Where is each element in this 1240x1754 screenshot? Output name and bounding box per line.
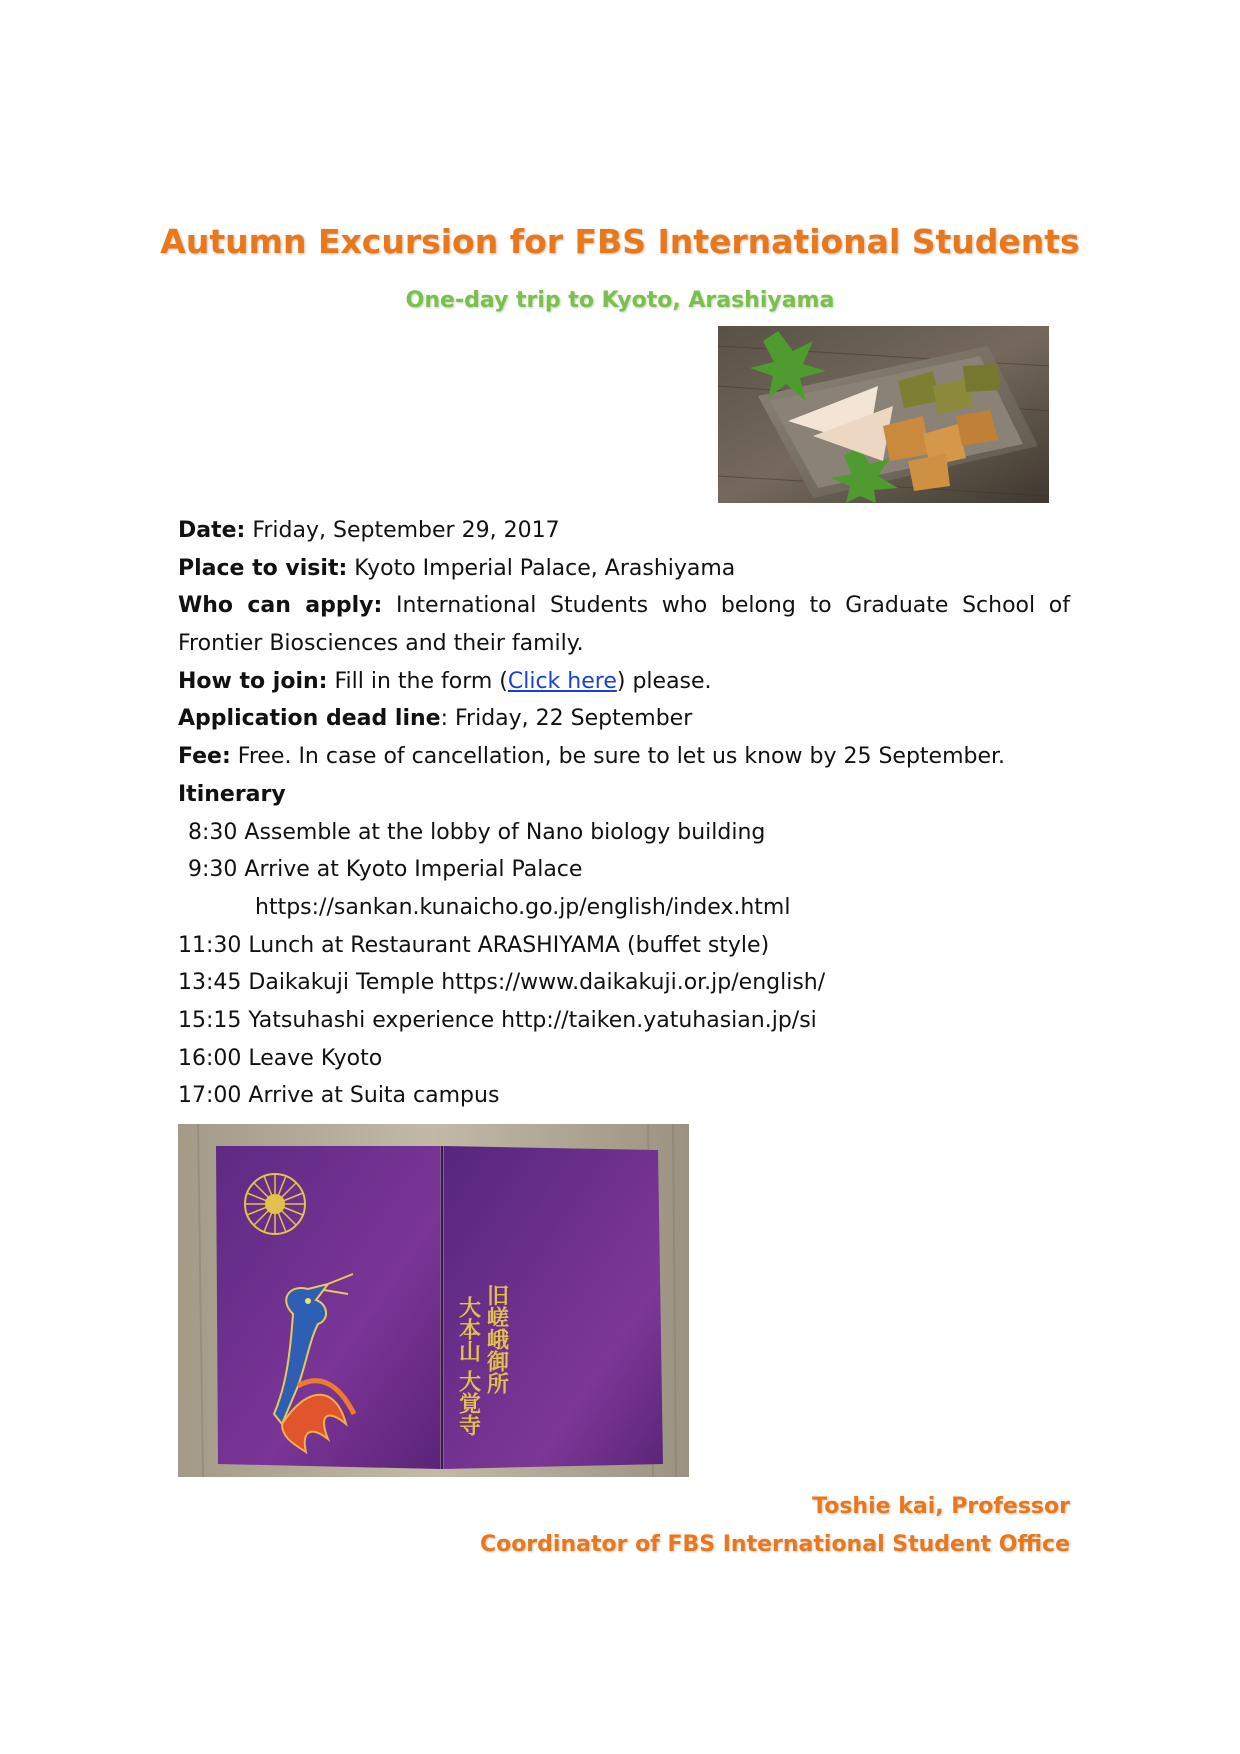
goshuin-book-photo bbox=[178, 1124, 689, 1477]
fee-label: Fee: bbox=[178, 744, 231, 770]
itinerary-item: 17:00 Arrive at Suita campus bbox=[178, 1083, 500, 1109]
itinerary-heading: Itinerary bbox=[178, 781, 286, 807]
itinerary-item: 8:30 Assemble at the lobby of Nano biology building bbox=[188, 819, 766, 845]
deadline-label: Application dead line bbox=[178, 706, 441, 732]
how-value-after: ) please. bbox=[616, 668, 712, 694]
deadline-row bbox=[178, 700, 1070, 738]
svg-text:大本山: 大本山 bbox=[455, 1296, 481, 1362]
svg-text:大覚寺: 大覚寺 bbox=[455, 1370, 481, 1436]
who-row-continued: Frontier Biosciences and their family. bbox=[178, 631, 584, 657]
itinerary-item: 15:15 Yatsuhashi experience http://taiken.yatuhasian.jp/si bbox=[178, 1007, 817, 1033]
itinerary-item: 13:45 Daikakuji Temple https://www.daikakuji.or.jp/english/ bbox=[178, 970, 826, 996]
deadline-value: : Friday, 22 September bbox=[440, 706, 693, 732]
svg-text:旧嵯峨御所: 旧嵯峨御所 bbox=[483, 1284, 509, 1394]
page-title: Autumn Excursion for FBS International Students bbox=[160, 222, 1080, 261]
who-row bbox=[178, 587, 1070, 625]
fee-row bbox=[178, 738, 1070, 776]
itinerary-url: https://sankan.kunaicho.go.jp/english/index.html bbox=[255, 894, 791, 920]
place-row bbox=[178, 550, 1070, 588]
place-label: Place to visit: bbox=[178, 555, 348, 581]
who-label: Who can apply: bbox=[178, 593, 383, 619]
place-value: Kyoto Imperial Palace, Arashiyama bbox=[347, 555, 736, 581]
how-value-before: Fill in the form ( bbox=[327, 668, 508, 694]
page-subtitle: One-day trip to Kyoto, Arashiyama bbox=[405, 288, 835, 313]
yatsuhashi-sweets-photo bbox=[718, 326, 1049, 503]
date-row bbox=[178, 512, 1070, 550]
form-link[interactable]: Click here bbox=[507, 668, 617, 694]
how-label: How to join: bbox=[178, 668, 328, 694]
date-value: Friday, September 29, 2017 bbox=[245, 518, 560, 543]
who-value: International Students who belong to Graduate School of bbox=[382, 593, 1070, 619]
itinerary-item: 9:30 Arrive at Kyoto Imperial Palace bbox=[188, 857, 583, 883]
event-details bbox=[178, 512, 1070, 1115]
itinerary-item: 16:00 Leave Kyoto bbox=[178, 1045, 383, 1071]
date-label: Date: bbox=[178, 518, 246, 543]
signature-name: Toshie kai, Professor bbox=[812, 1494, 1070, 1519]
fee-value: Free. In case of cancellation, be sure to let us know by 25 September. bbox=[230, 744, 1006, 770]
calligraphy-column-outer bbox=[484, 1284, 509, 1395]
signature-title: Coordinator of FBS International Student Office bbox=[479, 1532, 1070, 1557]
itinerary-item: 11:30 Lunch at Restaurant ARASHIYAMA (buffet style) bbox=[178, 932, 770, 958]
how-row bbox=[178, 663, 1070, 701]
